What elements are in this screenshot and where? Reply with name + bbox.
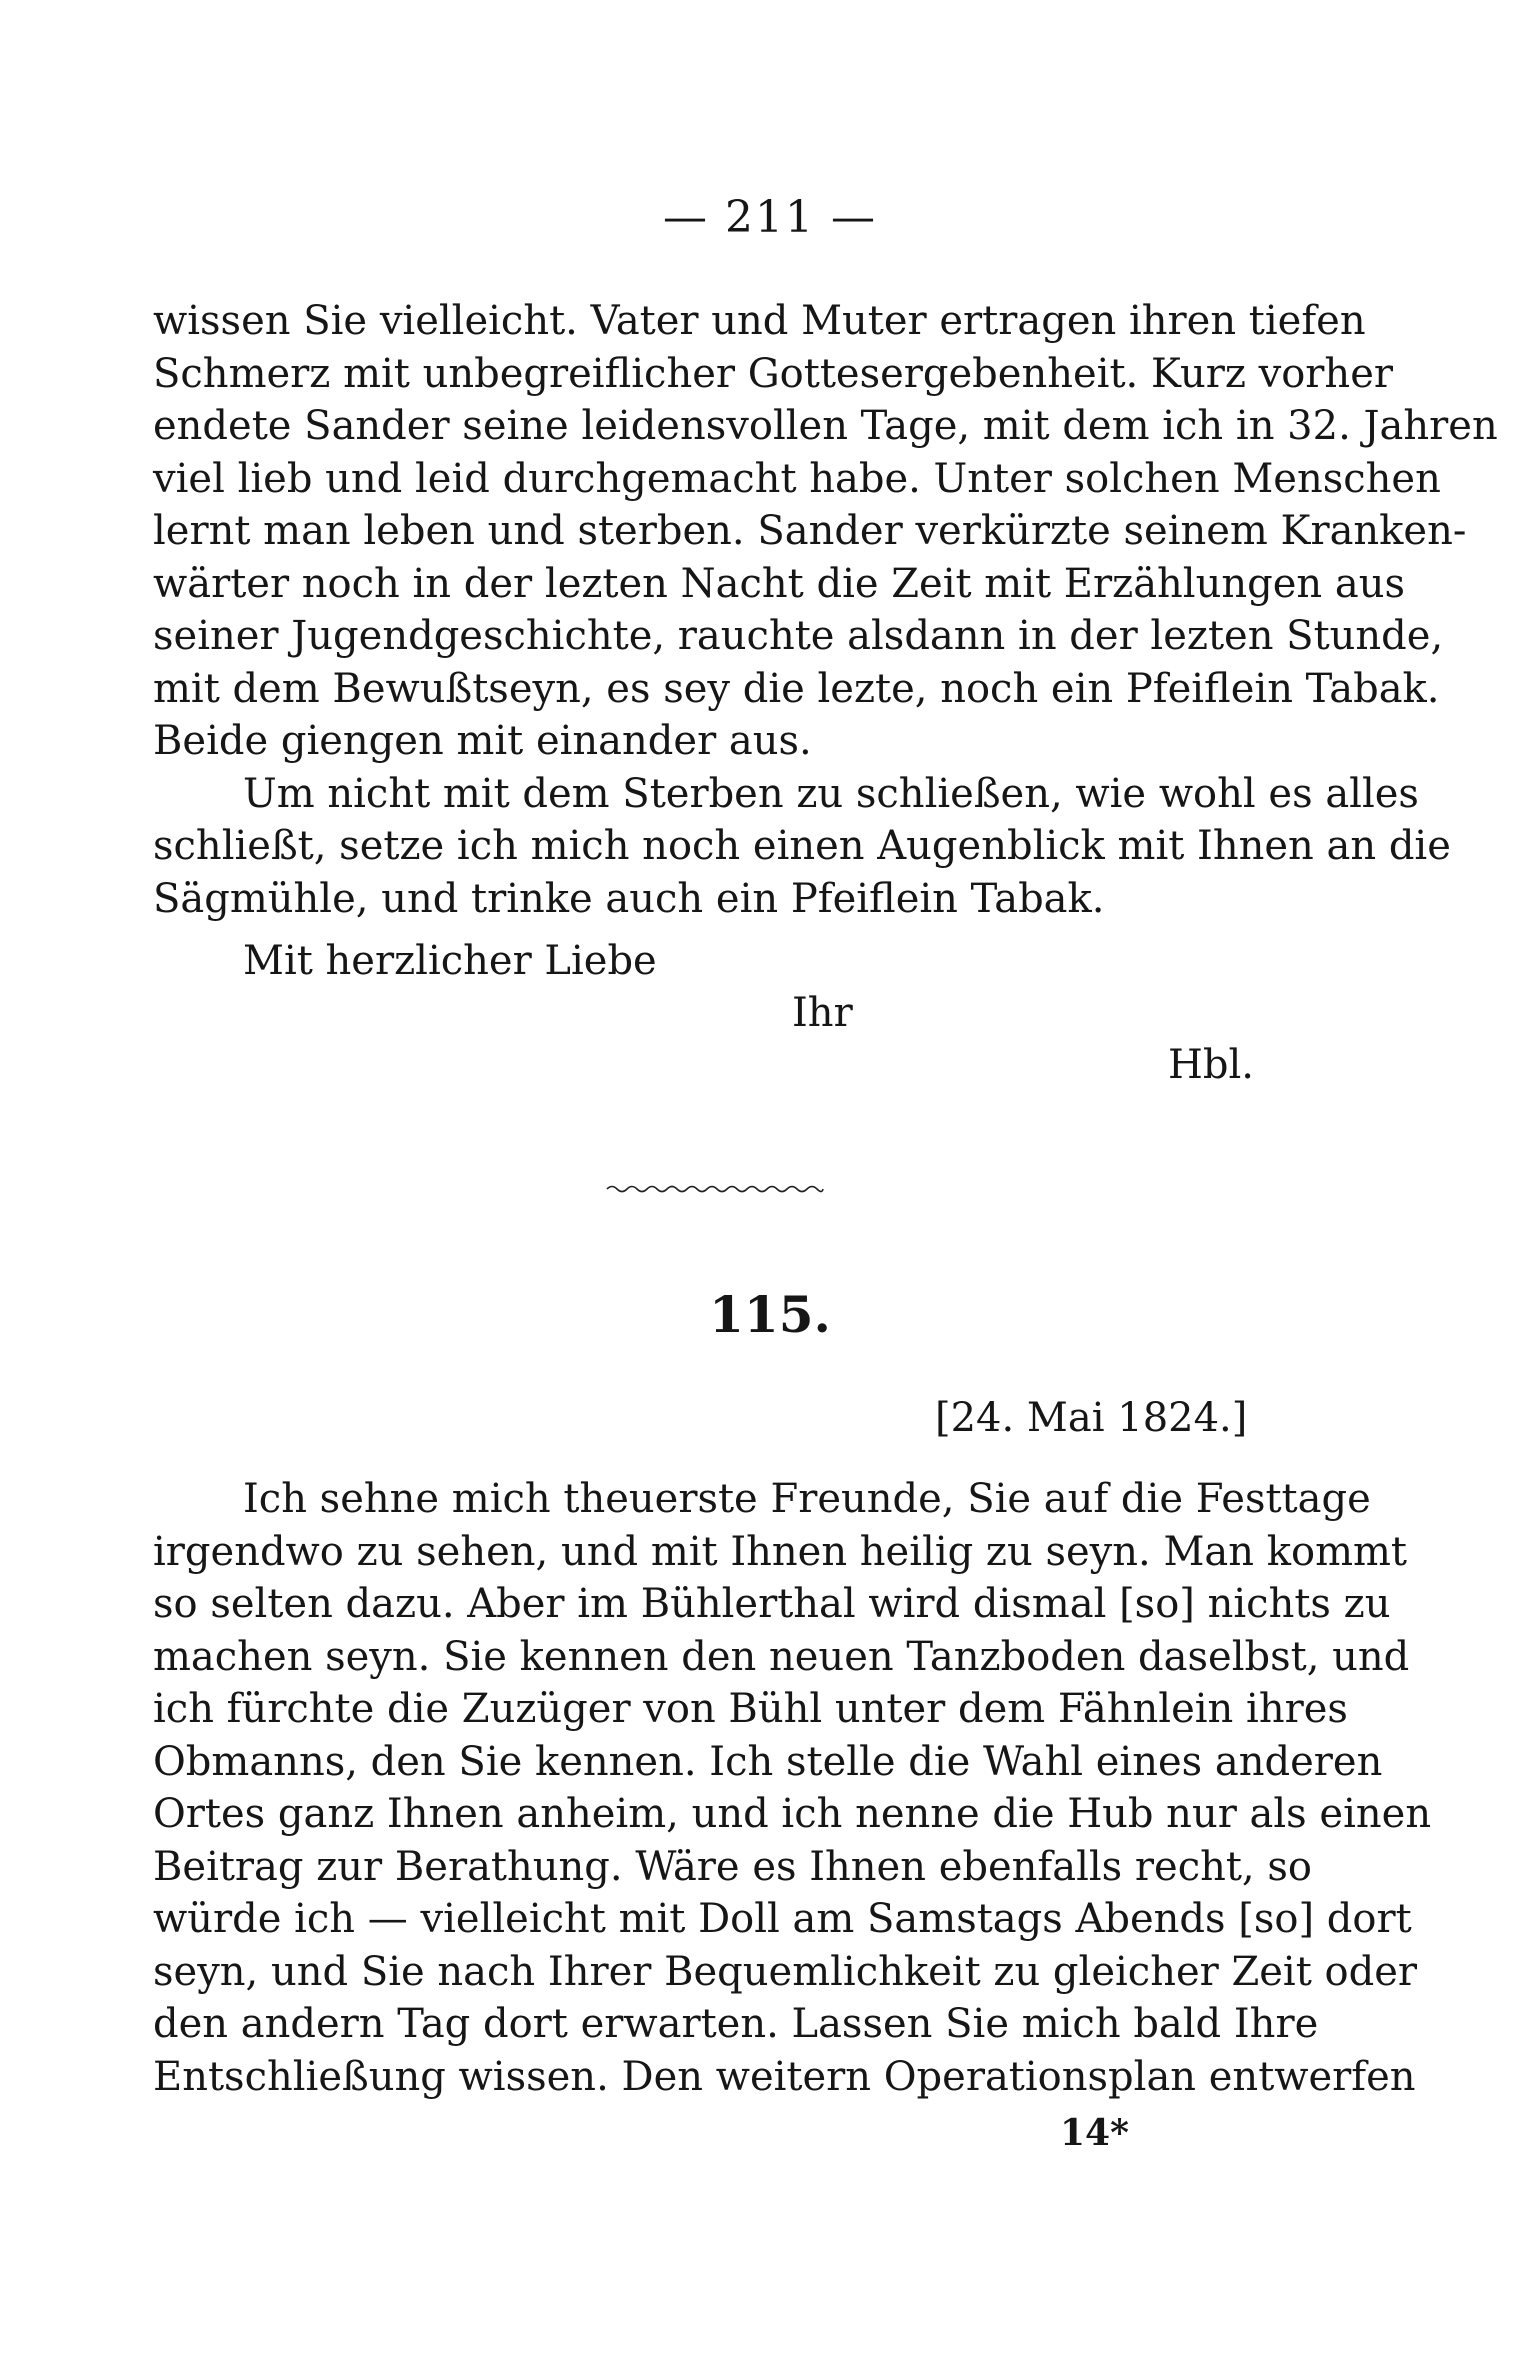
text-line: Um nicht mit dem Sterben zu schließen, wie wohl es alles [243,770,1419,817]
text-line: machen seyn. Sie kennen den neuen Tanzboden daselbst, und [153,1633,1410,1680]
text-line: so selten dazu. Aber im Bühlerthal wird dismal [so] nichts zu [153,1581,1391,1627]
letter-body [153,1473,1432,2103]
text-line: den andern Tag dort erwarten. Lassen Sie mich bald Ihre [153,2001,1319,2047]
letter-signature: Hbl. [1168,1042,1254,1088]
text-line: Ich sehne mich theuerste Freunde, Sie auf die Festtage [243,1476,1371,1522]
text-line: wärter noch in der lezten Nacht die Zeit mit Erzählungen aus [153,560,1406,607]
text-line: Ortes ganz Ihnen anheim, und ich nenne die Hub nur als einen [153,1791,1432,1837]
text-line: ich fürchte die Zuzüger von Bühl unter dem Fähnlein ihres [153,1686,1348,1732]
text-line: Sägmühle, und trinke auch ein Pfeiflein Tabak. [153,875,1105,922]
text-line: würde ich — vielleicht mit Doll am Samstags Abends [so] dort [153,1896,1412,1942]
text-line: irgendwo zu sehen, und mit Ihnen heilig zu seyn. Man kommt [153,1528,1408,1575]
letter-closing-ihr: Ihr [792,990,853,1036]
wavy-divider-ornament [605,1182,825,1196]
text-line: Beide giengen mit einander aus. [153,718,812,764]
letter-body-continued [153,295,1498,925]
letter-closing: Mit herzlicher Liebe [243,938,657,984]
text-line: seyn, und Sie nach Ihrer Bequemlichkeit zu gleicher Zeit oder [153,1948,1417,1995]
text-line: Beitrag zur Berathung. Wäre es Ihnen ebenfalls recht, so [153,1843,1312,1890]
letter-number: 115. [709,1285,831,1344]
text-line: Obmanns, den Sie kennen. Ich stelle die Wahl eines anderen [153,1738,1383,1785]
text-line: schließt, setze ich mich noch einen Augenblick mit Ihnen an die [153,823,1451,869]
text-line: lernt man leben und sterben. Sander verkürzte seinem Kranken- [153,508,1467,554]
text-line: seiner Jugendgeschichte, rauchte alsdann in der lezten Stunde, [153,613,1444,659]
text-line: wissen Sie vielleicht. Vater und Muter ertragen ihren tiefen [153,298,1366,344]
text-line: viel lieb und leid durchgemacht habe. Unter solchen Menschen [153,455,1441,502]
page-header: — 211 — [663,192,877,243]
letter-date: [24. Mai 1824.] [935,1395,1248,1441]
text-line: Entschließung wissen. Den weitern Operationsplan entwerfen [153,2053,1416,2100]
signature-mark: 14* [1060,2112,1129,2154]
text-line: mit dem Bewußtseyn, es sey die lezte, noch ein Pfeiflein Tabak. [153,665,1440,712]
text-line: Schmerz mit unbegreiflicher Gottesergebenheit. Kurz vorher [153,350,1393,397]
text-line: endete Sander seine leidensvollen Tage, mit dem ich in 32. Jahren [153,403,1498,449]
